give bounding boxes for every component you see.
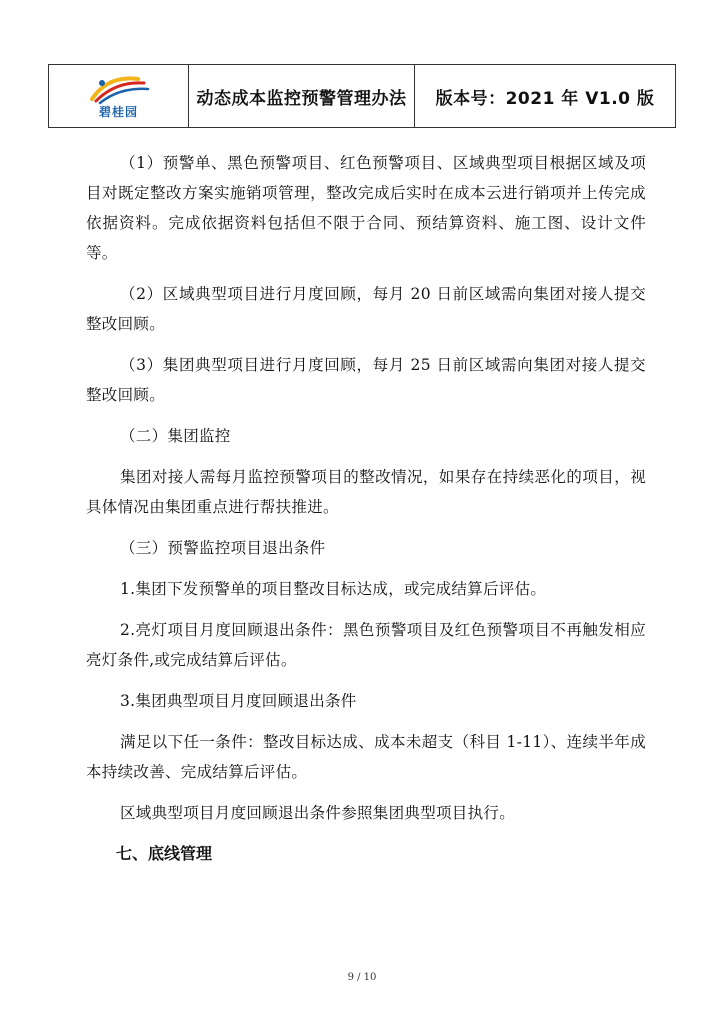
document-body [86, 148, 646, 869]
paragraph-regional-exit-reference: 区域典型项目月度回顾退出条件参照集团典型项目执行。 [120, 804, 516, 822]
subheading-exit-conditions: （三）预警监控项目退出条件 [120, 539, 326, 557]
section-heading-bottom-line: 七、底线管理 [116, 844, 213, 863]
page-number: 9 / 10 [347, 972, 377, 983]
paragraph-rectification-closeout: （1）预警单、黑色预警项目、红色预警项目、区域典型项目根据区域及项目对既定整改方案实施销项管理，整改完成后实时在成本云进行销项并上传完成依据资料。完成依据资料包括但不限于合同、预结算资料、施工图、设计文件等。 [86, 154, 646, 262]
document-header-table [48, 64, 676, 128]
paragraph-group-monitoring: 集团对接人需每月监控预警项目的整改情况，如果存在持续恶化的项目，视具体情况由集团重点进行帮扶推进。 [86, 468, 646, 516]
paragraph-group-monthly-review: （3）集团典型项目进行月度回顾，每月 25 日前区域需向集团对接人提交整改回顾。 [86, 356, 646, 404]
paragraph-exit-criteria: 满足以下任一条件：整改目标达成、成本未超支（科目 1-11）、连续半年成本持续改善、完成结算后评估。 [86, 733, 646, 781]
country-garden-logo-icon [86, 73, 152, 105]
document-version: 版本号：2021 年 V1.0 版 [435, 88, 655, 109]
header-version-cell [415, 65, 675, 127]
logo-brand-name: 碧桂园 [98, 104, 138, 119]
list-item-exit-condition-3: 3.集团典型项目月度回顾退出条件 [120, 692, 357, 710]
list-item-exit-condition-2: 2.亮灯项目月度回顾退出条件：黑色预警项目及红色预警项目不再触发相应亮灯条件,或完成结算后评估。 [86, 621, 646, 669]
subheading-group-monitoring: （二）集团监控 [120, 427, 231, 445]
header-title-cell [189, 65, 415, 127]
list-item-exit-condition-1: 1.集团下发预警单的项目整改目标达成，或完成结算后评估。 [120, 580, 547, 598]
header-logo-cell [49, 65, 189, 127]
company-logo [86, 73, 152, 120]
paragraph-regional-monthly-review: （2）区域典型项目进行月度回顾，每月 20 日前区域需向集团对接人提交整改回顾。 [86, 285, 646, 333]
document-title: 动态成本监控预警管理办法 [196, 88, 407, 109]
